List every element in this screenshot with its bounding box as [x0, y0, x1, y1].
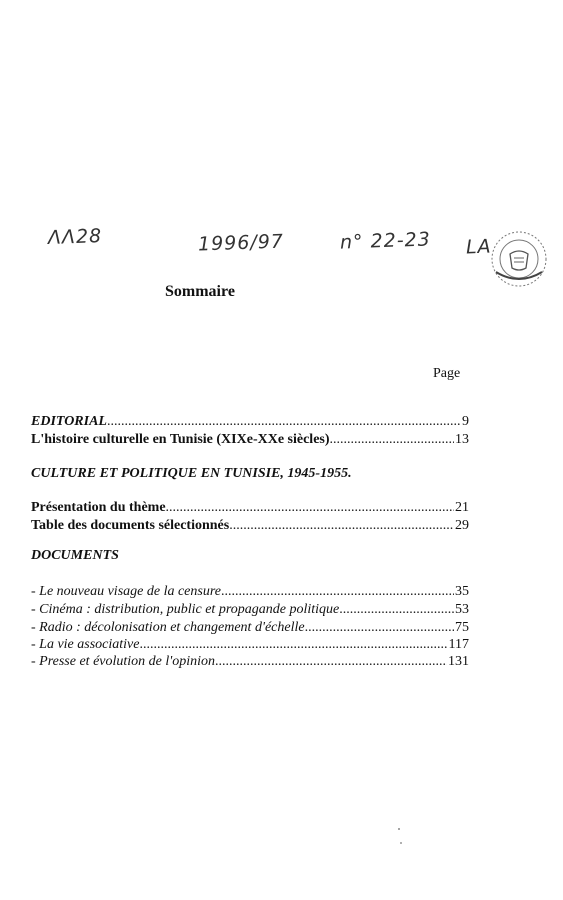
toc-entry-page: 75 — [455, 620, 469, 635]
library-stamp-icon — [488, 228, 550, 290]
toc-entry-label: - Cinéma : distribution, public et propagande politique — [31, 602, 340, 617]
toc-entry-label: - Le nouveau visage de la censure — [31, 584, 221, 599]
toc-entry-label: - La vie associative — [31, 637, 140, 652]
page-column-header: Page — [433, 366, 461, 381]
toc-leader-dots — [166, 500, 454, 516]
toc-entry-censure[interactable] — [31, 584, 469, 600]
toc-leader-dots — [221, 584, 454, 600]
paper-speck — [398, 828, 400, 830]
toc-leader-dots — [229, 518, 454, 534]
toc-entry-table-documents[interactable] — [31, 518, 469, 534]
toc-entry-page: 117 — [448, 637, 469, 652]
toc-entry-presse[interactable] — [31, 654, 469, 670]
section-heading-documents: DOCUMENTS — [31, 548, 119, 563]
toc-leader-dots — [305, 620, 454, 636]
toc-entry-label: - Radio : décolonisation et changement d'échelle — [31, 620, 305, 635]
toc-entry-label: Table des documents sélectionnés — [31, 518, 230, 533]
toc-entry-label: Présentation du thème — [31, 500, 166, 515]
toc-entry-page: 35 — [455, 584, 469, 599]
section-heading-culture-politique: CULTURE ET POLITIQUE EN TUNISIE, 1945-1955. — [31, 466, 352, 481]
toc-leader-dots — [107, 414, 461, 430]
toc-entry-page: 29 — [455, 518, 469, 533]
toc-entry-page: 21 — [455, 500, 469, 515]
toc-entry-page: 9 — [462, 414, 469, 429]
toc-entry-histoire-culturelle[interactable] — [31, 432, 469, 448]
toc-entry-vie-associative[interactable] — [31, 637, 469, 653]
toc-entry-page: 53 — [455, 602, 469, 617]
handwritten-ref-code: ΛΛ28 — [47, 225, 103, 249]
toc-leader-dots — [215, 654, 447, 670]
toc-entry-label: - Presse et évolution de l'opinion — [31, 654, 216, 669]
toc-entry-presentation[interactable] — [31, 500, 469, 516]
toc-leader-dots — [330, 432, 454, 448]
toc-leader-dots — [339, 602, 454, 618]
handwritten-initials: LA — [465, 235, 492, 259]
toc-entry-editorial[interactable] — [31, 414, 469, 430]
handwritten-issue: n° 22-23 — [339, 228, 432, 254]
paper-speck — [400, 842, 402, 844]
toc-entry-label: EDITORIAL — [31, 414, 107, 429]
toc-entry-page: 13 — [455, 432, 469, 447]
toc-entry-radio[interactable] — [31, 620, 469, 636]
page-title: Sommaire — [165, 283, 235, 300]
toc-leader-dots — [139, 637, 447, 653]
handwritten-years: 1996/97 — [197, 230, 285, 256]
toc-entry-cinema[interactable] — [31, 602, 469, 618]
toc-entry-label: L'histoire culturelle en Tunisie (XIXe-XXe siècles) — [31, 432, 330, 447]
toc-entry-page: 131 — [448, 654, 469, 669]
